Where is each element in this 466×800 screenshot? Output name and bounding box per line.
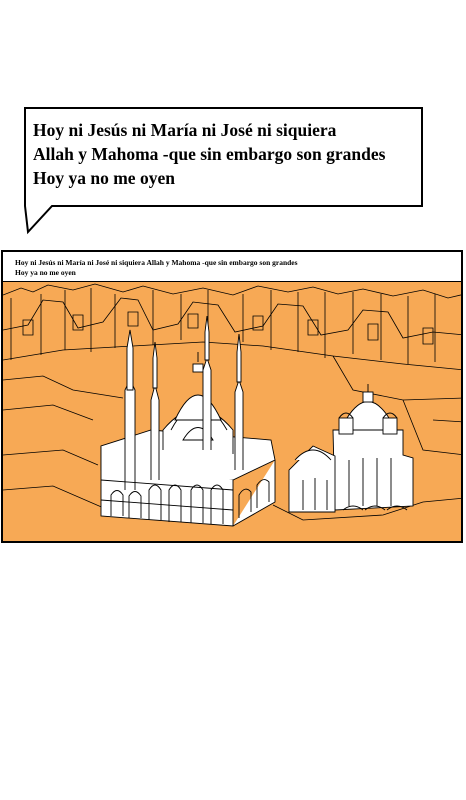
panel-caption-line-2: Hoy ya no me oyen xyxy=(15,268,76,277)
speech-line-1: Hoy ni Jesús ni María ni José ni siquiera xyxy=(33,120,337,140)
church xyxy=(289,384,413,512)
comic-panel xyxy=(1,250,463,543)
speech-line-3: Hoy ya no me oyen xyxy=(33,168,175,188)
speech-bubble xyxy=(0,0,466,250)
speech-text xyxy=(33,118,453,190)
panel-caption-line-1: Hoy ni Jesús ni María ni José ni siquiera Allah y Mahoma -que sin embargo son grandes xyxy=(15,258,298,267)
mosque xyxy=(101,316,275,526)
panel-caption xyxy=(3,252,461,282)
speech-line-2: Allah y Mahoma -que sin embargo son grandes xyxy=(33,144,386,164)
city-illustration xyxy=(3,280,463,543)
